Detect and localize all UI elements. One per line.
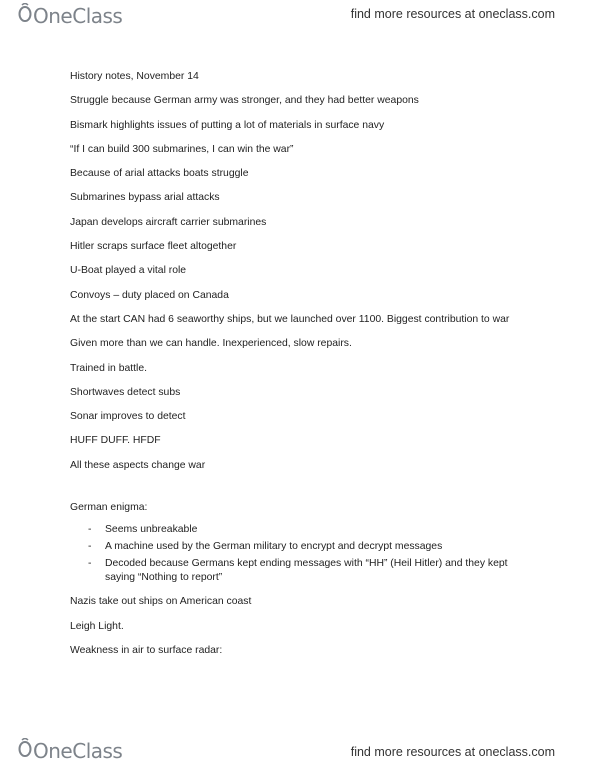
note-line: Bismark highlights issues of putting a lot of materials in surface navy xyxy=(70,119,385,131)
list-item: - Seems unbreakable xyxy=(88,524,198,536)
enigma-heading: German enigma: xyxy=(70,502,148,514)
note-line: Trained in battle. xyxy=(70,362,148,374)
notes-content xyxy=(70,70,540,668)
note-line: All these aspects change war xyxy=(70,459,206,471)
note-line: Struggle because German army was stronger, and they had better weapons xyxy=(70,95,419,107)
logo-text: OneClass xyxy=(33,3,123,28)
note-line: At the start CAN had 6 seaworthy ships, but we launched over 1100. Biggest contribution to war xyxy=(70,313,510,325)
oneclass-logo-icon xyxy=(18,738,32,763)
bullet-dash: - xyxy=(88,524,92,536)
bullet-dash: - xyxy=(88,541,92,553)
note-line: Convoys – duty placed on Canada xyxy=(70,289,229,301)
oneclass-logo-footer[interactable] xyxy=(18,738,122,763)
note-line: Sonar improves to detect xyxy=(70,411,186,423)
note-line: Because of arial attacks boats struggle xyxy=(70,168,249,180)
note-line: Given more than we can handle. Inexperienced, slow repairs. xyxy=(70,338,352,350)
logo-text: OneClass xyxy=(33,738,123,763)
resources-link-footer[interactable]: find more resources at oneclass.com xyxy=(350,745,555,759)
note-line: Leigh Light. xyxy=(70,620,124,632)
note-line: Japan develops aircraft carrier submarines xyxy=(70,216,267,228)
note-line: Weakness in air to surface radar: xyxy=(70,644,223,656)
oneclass-logo-header[interactable] xyxy=(18,3,122,28)
note-line: Shortwaves detect subs xyxy=(70,386,181,398)
note-line: Nazis take out ships on American coast xyxy=(70,596,252,608)
note-line: HUFF DUFF. HFDF xyxy=(70,435,161,447)
oneclass-logo-icon xyxy=(18,3,32,28)
note-line: Hitler scraps surface fleet altogether xyxy=(70,241,237,253)
note-line: Submarines bypass arial attacks xyxy=(70,192,220,204)
note-line: U-Boat played a vital role xyxy=(70,265,187,277)
note-line: History notes, November 14 xyxy=(70,71,199,82)
enigma-bullet-list xyxy=(70,523,540,585)
resources-link-header[interactable]: find more resources at oneclass.com xyxy=(350,7,555,21)
list-item: - Decoded because Germans kept ending messages with “HH” (Heil Hitler) and they kept saying “Nothing to report” xyxy=(88,558,508,584)
bullet-dash: - xyxy=(88,558,92,570)
list-item: - A machine used by the German military to encrypt and decrypt messages xyxy=(88,541,443,553)
note-line: “If I can build 300 submarines, I can win the war” xyxy=(70,143,294,155)
